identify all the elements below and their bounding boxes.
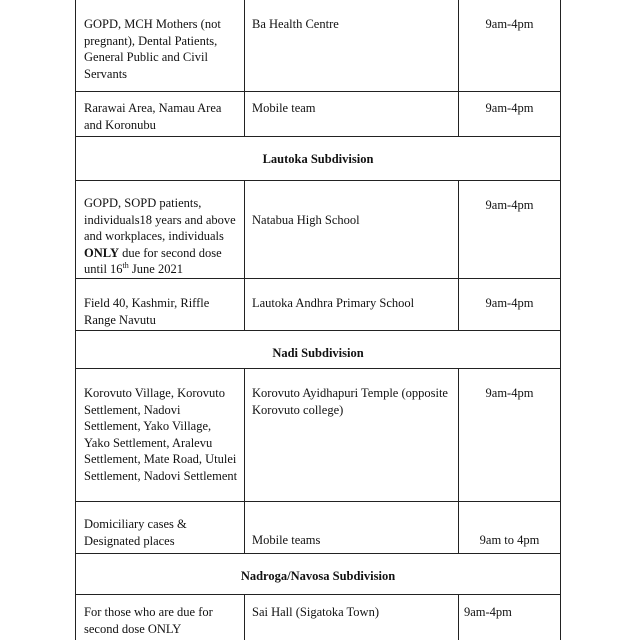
subdivision-heading-row bbox=[75, 331, 561, 368]
table-row bbox=[75, 181, 561, 278]
time-cell: 9am-4pm bbox=[458, 279, 560, 330]
subdivision-heading: Nadi Subdivision bbox=[272, 346, 364, 360]
target-group-cell: Rarawai Area, Namau Area and Koronubu bbox=[84, 101, 222, 132]
venue-cell: Natabua High School bbox=[244, 181, 458, 278]
target-group-date: June 2021 bbox=[131, 262, 183, 276]
subdivision-heading: Lautoka Subdivision bbox=[262, 152, 374, 166]
target-group-cell: Korovuto Village, Korovuto Settlement, Nadovi Settlement, Yako Village, Yako Settlement, Aralevu Settlement, Mate Road, Utulei Settlement, Nadovi Settlement bbox=[84, 386, 238, 483]
target-group-cell: Field 40, Kashmir, Riffle Range Navutu bbox=[84, 296, 210, 327]
target-group-cell: GOPD, MCH Mothers (not pregnant), Dental Patients, General Public and Civil Servants bbox=[84, 17, 221, 81]
subdivision-heading-row bbox=[75, 554, 561, 594]
target-group-cell: For those who are due for second dose ONLY bbox=[84, 605, 213, 636]
table-row bbox=[75, 595, 561, 640]
vaccination-schedule-table bbox=[75, 0, 561, 640]
time-cell: 9am-4pm bbox=[458, 92, 560, 136]
table-row bbox=[75, 369, 561, 501]
venue-cell: Mobile team bbox=[244, 92, 458, 136]
ordinal-suffix: th bbox=[122, 260, 129, 270]
target-group-text-continued: due for second dose until 16 bbox=[84, 245, 222, 276]
target-group-cell: Domiciliary cases & Designated places bbox=[84, 517, 187, 548]
subdivision-heading-row bbox=[75, 137, 561, 180]
venue-cell: Mobile teams bbox=[244, 502, 458, 553]
emphasis-text: ONLY bbox=[84, 245, 119, 260]
target-group-cell bbox=[76, 181, 244, 278]
time-cell: 9am-4pm bbox=[458, 369, 560, 501]
table-row bbox=[75, 0, 561, 91]
table-row bbox=[75, 502, 561, 553]
subdivision-heading: Nadroga/Navosa Subdivision bbox=[240, 569, 396, 583]
venue-cell: Korovuto Ayidhapuri Temple (opposite Korovuto college) bbox=[244, 369, 458, 501]
target-group-text: GOPD, SOPD patients, individuals18 years and above and workplaces, individuals bbox=[84, 196, 236, 243]
venue-cell: Ba Health Centre bbox=[244, 0, 458, 91]
time-cell: 9am-4pm bbox=[458, 181, 560, 278]
time-cell: 9am-4pm bbox=[458, 595, 560, 640]
venue-cell: Sai Hall (Sigatoka Town) bbox=[244, 595, 458, 640]
table-row bbox=[75, 92, 561, 136]
table-row bbox=[75, 279, 561, 330]
time-cell: 9am-4pm bbox=[458, 0, 560, 91]
time-cell: 9am to 4pm bbox=[458, 502, 560, 553]
venue-cell: Lautoka Andhra Primary School bbox=[244, 279, 458, 330]
